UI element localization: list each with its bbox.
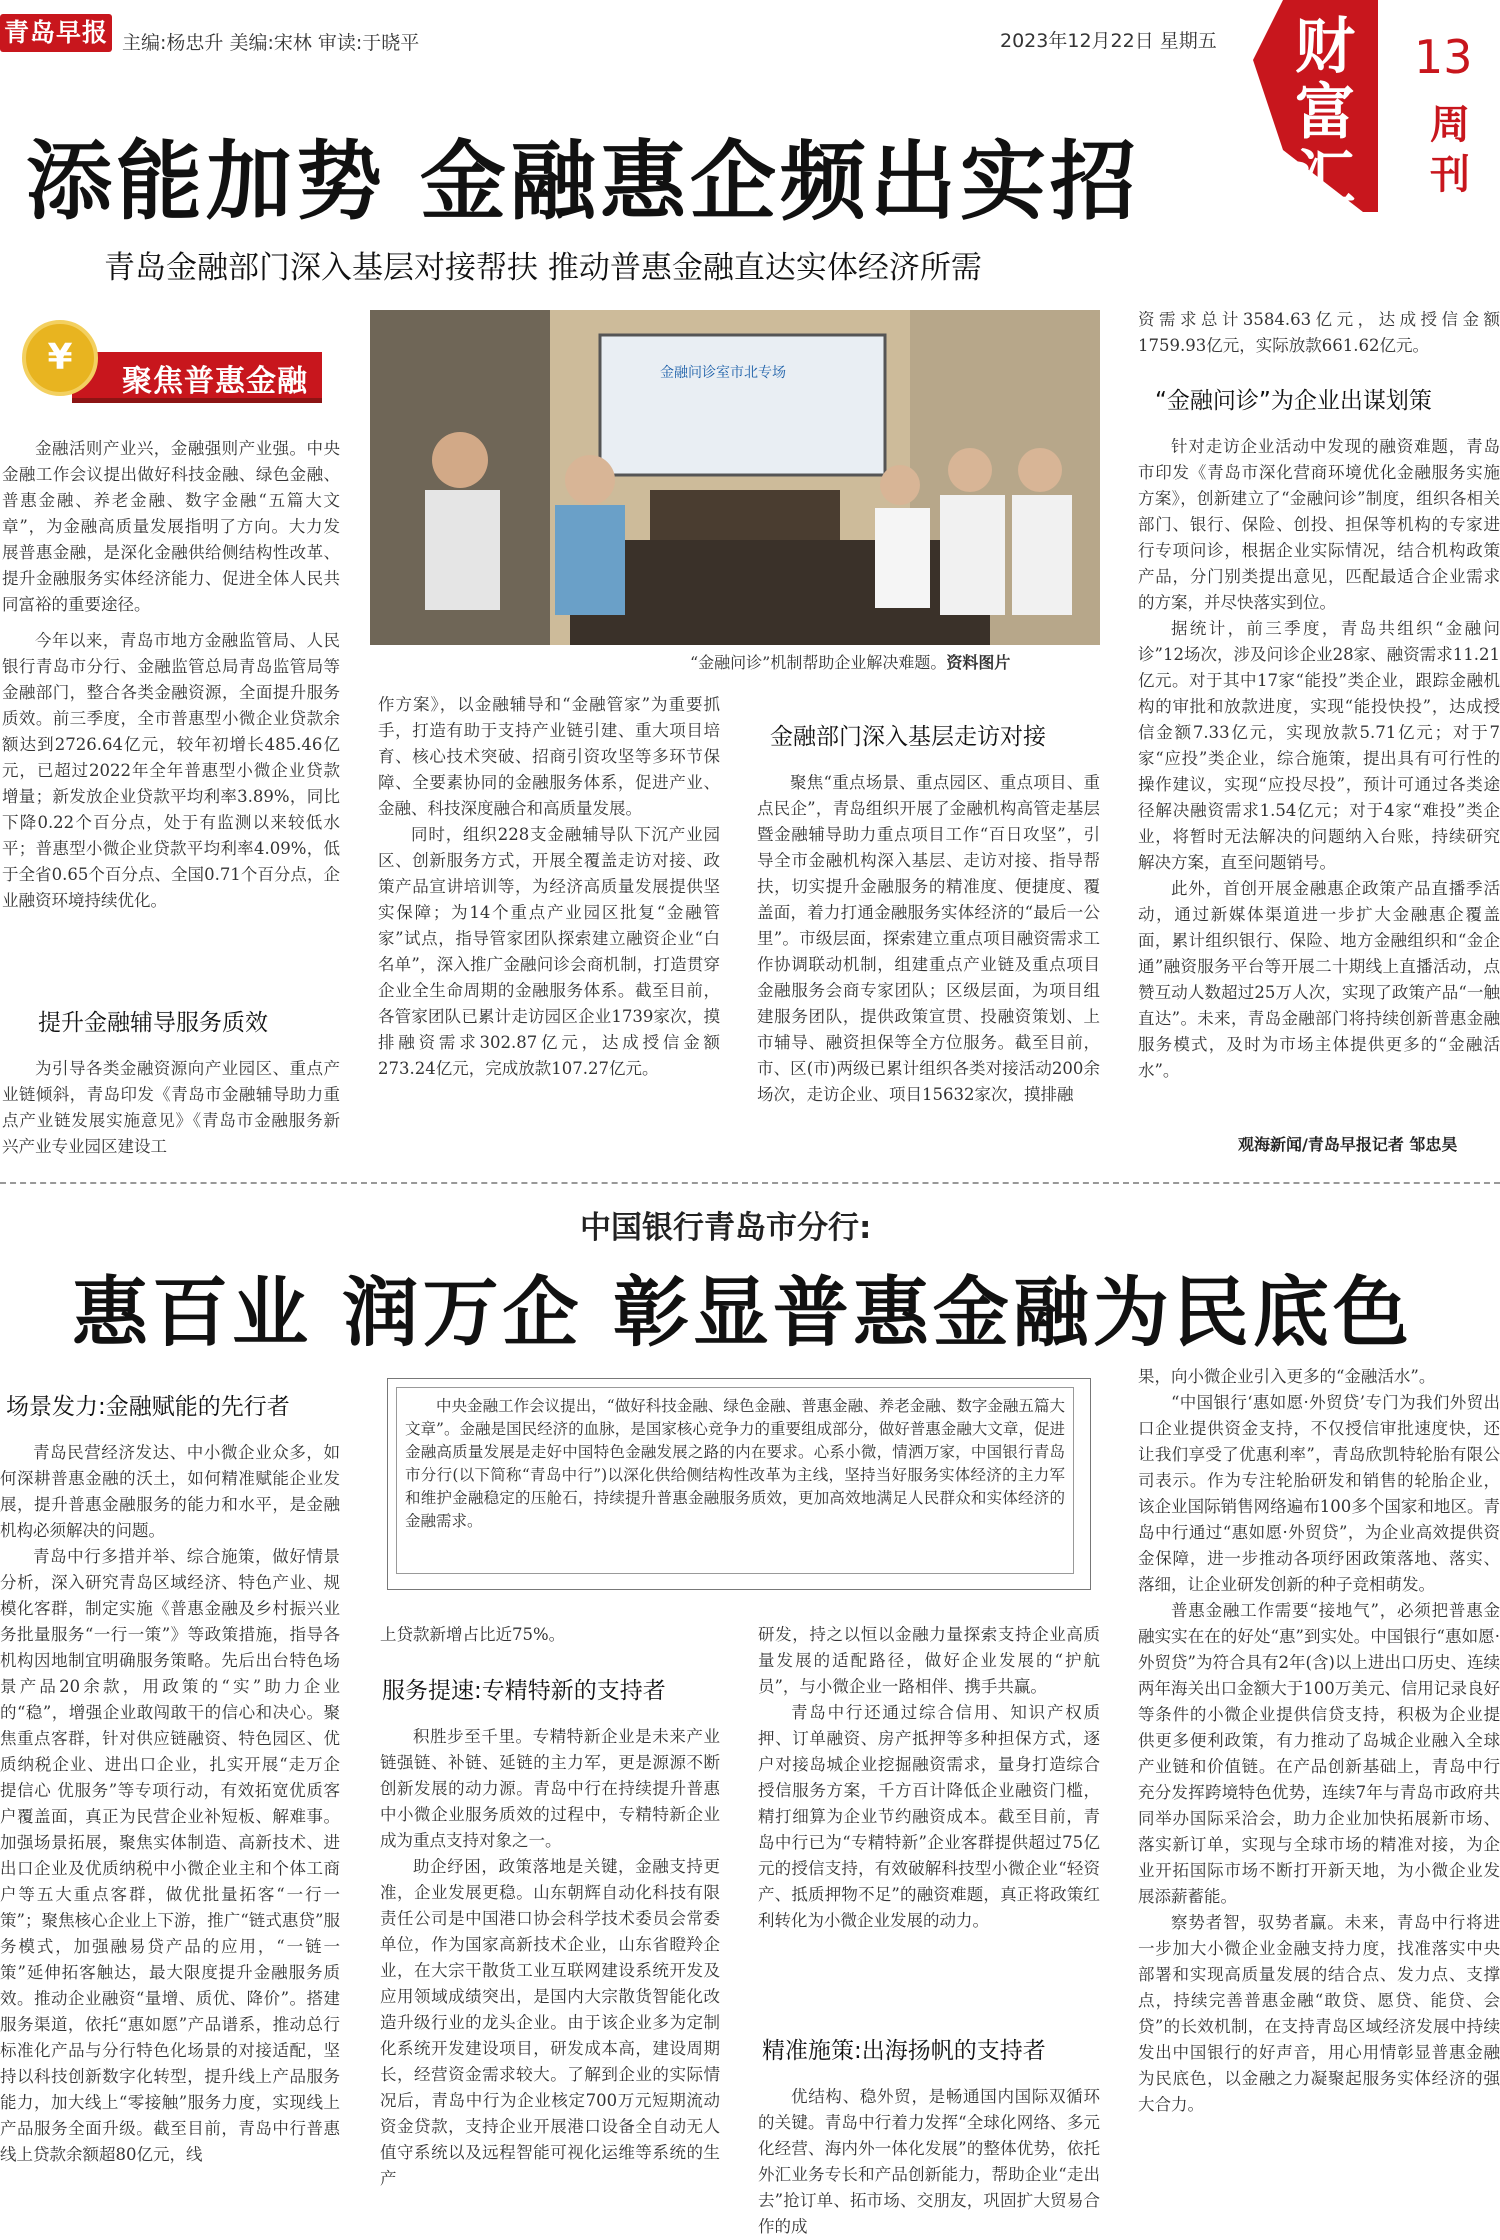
article2-column2 (380, 1724, 720, 2192)
article1-column4 (1138, 434, 1500, 1084)
article2-intro-box (387, 1378, 1091, 1590)
article1-col2-paragraph: 作方案》，以金融辅导和“金融管家”为重要抓手，打造有助于支持产业链引建、重大项目培育、核心技术突破、招商引资攻坚等多环节保障、全要素协同的金融服务体系，促进产业、金融、科技深度融合和高质量发展。 (378, 695, 720, 818)
article1-col4-paragraph: 针对走访企业活动中发现的融资难题，青岛市印发《青岛市深化营商环境优化金融服务实施方案》，创新建立了“金融问诊”制度，组织各相关部门、银行、保险、创投、担保等机构的专家进行专项问诊，根据企业实际情况，结合机构政策产品，分门别类提出意见，匹配最适合企业需求的方案，并尽快落实到位。 (1138, 437, 1500, 612)
article1-column1-tail (2, 1056, 340, 1160)
meeting-photo-illustration (370, 310, 1100, 645)
article2-col3-paragraph: 优结构、稳外贸，是畅通国内国际双循环的关键。青岛中行着力发挥“全球化网络、多元化经营、海内外一体化发展”的整体优势，依托外汇业务专长和产品创新能力，帮助企业“走出去”抢订单、拓市场、交朋友，巩固扩大贸易合作的成 (758, 2087, 1100, 2236)
article1-col3-paragraph: 聚焦“重点场景、重点园区、重点项目、重点民企”，青岛组织开展了金融机构高管走基层暨金融辅导助力重点项目工作“百日攻坚”，引导全市金融机构深入基层、走访对接、指导帮扶，切实提升金融服务的精准度、便捷度、覆盖面，着力打通金融服务实体经济的“最后一公里”。市级层面，探索建立重点项目融资需求工作协调联动机制，组建重点产业链及重点项目金融服务会商专家团队；区级层面，为项目组建服务团队，提供政策宣贯、投融资策划、上市辅导、融资担保等全方位服务。截至目前，市、区(市)两级已累计组织各类对接活动200余场次，走访企业、项目15632家次，摸排融 (757, 773, 1100, 1104)
photo-caption-credit: 资料图片 (946, 653, 1011, 672)
article1-byline: 观海新闻/青岛早报记者 邹忠昊 (1238, 1135, 1458, 1154)
article1-column2 (378, 692, 720, 1082)
article1-col1-paragraph: 今年以来，青岛市地方金融监管局、人民银行青岛市分行、金融监管总局青岛监管局等金融部门，整合各类金融资源，全面提升服务质效。前三季度，全市普惠型小微企业贷款余额达到2726.64亿元，较年初增长485.46亿元，已超过2022年全年普惠型小微企业贷款增量；新发放企业贷款平均利率3.89%，同比下降0.22个百分点，处于有监测以来较低水平；普惠型小微企业贷款平均利率4.09%，低于全省0.65个百分点、全国0.71个百分点，企业融资环境持续优化。 (2, 631, 340, 910)
article1-subhead-3: “金融问诊”为企业出谋划策 (1155, 388, 1432, 414)
section-title (1275, 14, 1375, 212)
article2-col2-paragraph: 上贷款新增占比近75%。 (380, 1625, 566, 1644)
article2-column1 (0, 1440, 340, 2168)
article2-col3-paragraph: 青岛中行还通过综合信用、知识产权质押、订单融资、房产抵押等多种担保方式，逐户对接岛城企业挖掘融资需求，量身打造综合授信服务方案，千方百计降低企业融资门槛，精打细算为企业节约融资成本。截至目前，青岛中行已为“专精特新”企业客群提供超过75亿元的授信支持，有效破解科技型小微企业“轻资产、抵质押物不足”的融资难题，真正将政策红利转化为小微企业发展的动力。 (758, 1703, 1100, 1930)
article2-col4-paragraph: 果，向小微企业引入更多的“金融活水”。 (1138, 1367, 1436, 1386)
weekly-label-line1: 周 (1430, 102, 1470, 148)
issue-date: 2023年12月22日 星期五 (1000, 30, 1217, 52)
article2-intro-inner: 中央金融工作会议提出，“做好科技金融、绿色金融、普惠金融、养老金融、数字金融五篇大文章”。金融是国民经济的血脉，是国家核心竞争力的重要组成部分，做好普惠金融大文章，促进金融高质量发展是走好中国特色金融发展之路的内在要求。心系小微，情洒万家，中国银行青岛市分行(以下简称“青岛中行”)以深化供给侧结构性改革为主线，坚持当好服务实体经济的主力军和维护金融稳定的压舱石，持续提升普惠金融服务质效，更加高效地满足人民群众和实体经济的金融需求。 (396, 1387, 1074, 1574)
article1-column1 (2, 436, 340, 914)
photo-caption-text: “金融问诊”机制帮助企业解决难题。 (690, 653, 947, 672)
section-banner (1253, 0, 1378, 212)
section-title-line1: 财富 (1295, 12, 1355, 148)
page-number: 13 (1414, 30, 1473, 84)
article1-photo (370, 310, 1100, 645)
article1-headline: 添能加势 金融惠企频出实招 (26, 132, 1140, 232)
weekly-label (1430, 100, 1470, 200)
article1-col2-paragraph: 同时，组织228支金融辅导队下沉产业园区、创新服务方式，开展全覆盖走访对接、政策产品宣讲培训等，为经济高质量发展提供坚实保障；为14个重点产业园区批复“金融管家”试点，指导管家团队探索建立融资企业“白名单”，深入推广金融问诊会商机制，打造贯穿企业全生命周期的金融服务体系。截至目前，各管家团队已累计走访园区企业1739家次，摸排融资需求302.87亿元，达成授信金额273.24亿元，完成放款107.27亿元。 (378, 825, 720, 1078)
photo-caption (690, 650, 1010, 673)
topic-badge (22, 320, 332, 404)
weekly-label-line2: 刊 (1430, 152, 1470, 198)
article1-col4-paragraph: 资需求总计3584.63亿元，达成授信金额1759.93亿元，实际放款661.62亿元。 (1138, 310, 1500, 355)
section-title-line2: 汇 (1295, 144, 1355, 214)
article1-subhead-2: 金融部门深入基层走访对接 (770, 724, 1046, 750)
editors-line: 主编:杨忠升 美编:宋林 审读:于晓平 (122, 32, 420, 54)
coin-icon: ¥ (22, 320, 98, 396)
article2-column3-lead (758, 1622, 1100, 1934)
article2-headline: 惠百业 润万企 彰显普惠金融为民底色 (72, 1268, 1413, 1357)
article1-col4-paragraph: 此外，首创开展金融惠企政策产品直播季活动，通过新媒体渠道进一步扩大金融惠企覆盖面，累计组织银行、保险、地方金融组织和“金企通”融资服务平台等开展二十期线上直播活动，点赞互动人数超过25万人次，实现了政策产品“一触直达”。未来，青岛金融部门将持续创新普惠金融服务模式，及时为市场主体提供更多的“金融活水”。 (1138, 879, 1500, 1080)
article2-col4-paragraph: 察势者智，驭势者赢。未来，青岛中行将进一步加大小微企业金融支持力度，找准落实中央部署和实现高质量发展的结合点、发力点、支撑点，持续完善普惠金融“敢贷、愿贷、能贷、会贷”的长效机制，在支持青岛区域经济发展中持续发出中国银行的好声音，用心用情彰显普惠金融为民底色，以金融之力凝聚起服务实体经济的强大合力。 (1138, 1913, 1500, 2114)
article2-subhead-1: 场景发力:金融赋能的先行者 (6, 1394, 290, 1420)
article2-kicker: 中国银行青岛市分行: (580, 1210, 872, 1246)
article1-column3 (757, 770, 1100, 1108)
article2-col2-paragraph: 助企纾困，政策落地是关键，金融支持更准，企业发展更稳。山东朝辉自动化科技有限责任公司是中国港口协会科学技术委员会常委单位，作为国家高新技术企业，山东省瞪羚企业，在大宗干散货工业互联网建设系统开发及应用领域成绩突出，是国内大宗散货智能化改造升级行业的龙头企业。由于该企业多为定制化系统开发建设项目，研发成本高，建设周期长，经营资金需求较大。了解到企业的实际情况后，青岛中行为企业核定700万元短期流动资金贷款，支持企业开展港口设备全自动无人值守系统以及远程智能可视化运维等系统的生产 (380, 1857, 720, 2188)
article1-col1-paragraph: 金融活则产业兴，金融强则产业强。中央金融工作会议提出做好科技金融、绿色金融、普惠金融、养老金融、数字金融“五篇大文章”，为金融高质量发展指明了方向。大力发展普惠金融，是深化金融供给侧结构性改革、提升金融服务实体经济能力、促进全体人民共同富裕的重要途径。 (2, 439, 340, 614)
article2-col1-paragraph: 青岛中行多措并举、综合施策，做好情景分析，深入研究青岛区域经济、特色产业、规模化客群，制定实施《普惠金融及乡村振兴业务批量服务“一行一策”》等政策措施，指导各机构因地制宜明确服务策略。先后出台特色场景产品20余款，用政策的“实”助力企业的“稳”，增强企业敢闯敢干的信心和决心。聚焦重点客群，针对供应链融资、特色园区、优质纳税企业、进出口企业，扎实开展“走万企 提信心 优服务”等专项行动，有效拓宽优质客户覆盖面，真正为民营企业补短板、解难事。加强场景拓展，聚焦实体制造、高新技术、进出口企业及优质纳税中小微企业主和个体工商户等五大重点客群，做优批量拓客“一行一策”；聚焦核心企业上下游，推广“链式惠贷”服务模式，加强融易贷产品的应用，“一链一策”延伸拓客触达，最大限度提升金融服务质效。推动企业融资“量增、质优、降价”。搭建服务渠道，依托“惠如愿”产品谱系，推动总行标准化产品与分行特色化场景的对接适配，坚持以科技创新数字化转型，提升线上产品服务能力，加大线上“零接触”服务力度，实现线上产品服务全面升级。截至目前，青岛中行普惠线上贷款余额超80亿元，线 (0, 1547, 340, 2164)
article1-subheadline: 青岛金融部门深入基层对接帮扶 推动普惠金融直达实体经济所需 (104, 250, 982, 286)
article2-col2-paragraph: 积胜步至千里。专精特新企业是未来产业链强链、补链、延链的主力军，更是源源不断创新发展的动力源。青岛中行在持续提升普惠中小微企业服务质效的过程中，专精特新企业成为重点支持对象之一。 (380, 1727, 720, 1850)
article2-col1-paragraph: 青岛民营经济发达、中小微企业众多，如何深耕普惠金融的沃土，如何精准赋能企业发展，提升普惠金融服务的能力和水平，是金融机构必须解决的问题。 (0, 1443, 340, 1540)
article2-col3-paragraph: 研发，持之以恒以金融力量探索支持企业高质量发展的适配路径，做好企业发展的“护航员”，与小微企业一路相伴、携手共赢。 (758, 1625, 1100, 1696)
photo-screen-text: 金融问诊室市北专场 (660, 365, 786, 381)
article1-subhead-1: 提升金融辅导服务质效 (38, 1010, 268, 1036)
article1-col4-paragraph: 据统计，前三季度，青岛共组织“金融问诊”12场次，涉及问诊企业28家、融资需求11.21亿元。对于其中17家“能投”类企业，跟踪金融机构的审批和放款进度，实现“能投快投”，达成授信金额7.33亿元，实现放款5.71亿元；对于7家“应投”类企业，综合施策，提出具有可行性的操作建议，实现“应投尽投”，预计可通过各类途径解决融资需求1.54亿元；对于4家“难投”类企业，将暂时无法解决的问题纳入台账，持续研究解决方案，直至问题销号。 (1138, 619, 1500, 872)
article2-column2-lead (380, 1622, 720, 1648)
article1-column4-lead (1138, 307, 1500, 359)
article2-column3-tail (758, 2084, 1100, 2240)
section-divider (0, 1182, 1500, 1184)
badge-label: 聚焦普惠金融 (122, 364, 308, 399)
article2-subhead-2: 服务提速:专精特新的支持者 (382, 1678, 666, 1704)
article2-subhead-3: 精准施策:出海扬帆的支持者 (762, 2038, 1046, 2064)
article2-col4-paragraph: 普惠金融工作需要“接地气”，必须把普惠金融实实在在的好处“惠”到实处。中国银行“惠如愿·外贸贷”为符合具有2年(含)以上进出口历史、连续两年海关出口金额大于100万美元、信用记录良好等条件的小微企业提供信贷支持，积极为企业提供更多便利政策，有力推动了岛城企业融入全球产业链和价值链。在产品创新基础上，青岛中行充分发挥跨境特色优势，连续7年与青岛市政府共同举办国际采洽会，助力企业加快拓展新市场、落实新订单，实现与全球市场的精准对接，为企业开拓国际市场不断打开新天地，为小微企业发展添薪蓄能。 (1138, 1601, 1500, 1906)
article2-col4-paragraph: “中国银行‘惠如愿·外贸贷’专门为我们外贸出口企业提供资金支持，不仅授信审批速度快，还让我们享受了优惠利率”，青岛欣凯特轮胎有限公司表示。作为专注轮胎研发和销售的轮胎企业，该企业国际销售网络遍布100多个国家和地区。青岛中行通过“惠如愿·外贸贷”，为企业高效提供资金保障，进一步推动各项纾困政策落地、落实、落细，让企业研发创新的种子竞相萌发。 (1138, 1393, 1500, 1594)
article2-column4 (1138, 1364, 1500, 2118)
masthead-logo: 青岛早报 (0, 14, 112, 52)
article1-col1-paragraph: 为引导各类金融资源向产业园区、重点产业链倾斜，青岛印发《青岛市金融辅导助力重点产业链发展实施意见》《青岛市金融服务新兴产业专业园区建设工 (2, 1059, 340, 1156)
